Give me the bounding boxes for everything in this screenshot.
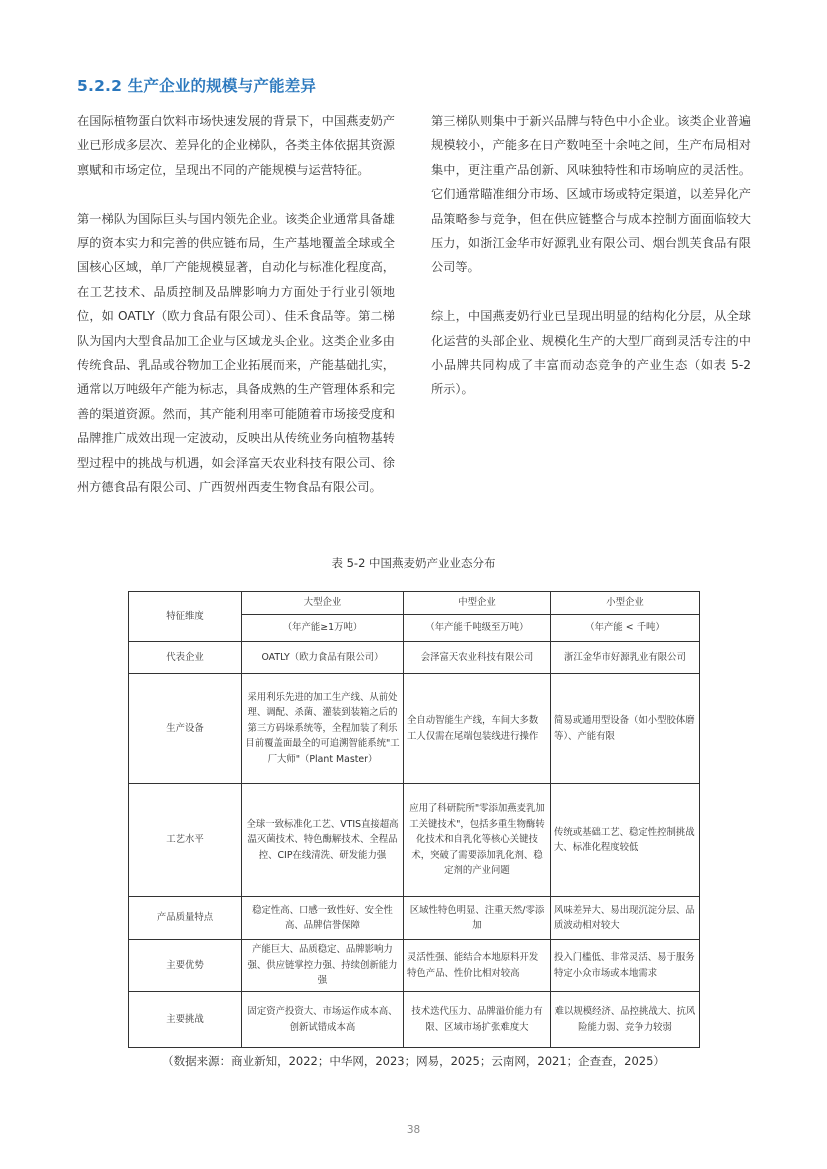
data-source-note: （数据来源：商业新知，2022；中华网，2023；网易，2025；云南网，2021；企查查，2025） <box>162 1054 665 1068</box>
cell-large: OATLY（欧力食品有限公司） <box>242 642 404 674</box>
cell-large: 稳定性高、口感一致性好、安全性高、品牌信誉保障 <box>242 897 404 940</box>
header-medium-capacity: （年产能千吨级至万吨） <box>404 615 551 642</box>
cell-medium: 灵活性强、能结合本地原料开发特色产品、性价比相对较高 <box>404 940 551 992</box>
paragraph: 第一梯队为国际巨头与国内领先企业。该类企业通常具备雄厚的资本实力和完善的供应链布局，生产基地覆盖全球或全国核心区域，单厂产能规模显著，自动化与标准化程度高，在工艺技术、品质控制及品牌影响力方面处于行业引领地位，如 OATLY（欧力食品有限公司）、佳禾食品等。第二梯队为国内大型食品加工企业与区域龙头企业。这类企业多由传统食品、乳品或谷物加工企业拓展而来，产能基础扎实，通常以万吨级年产能为标志，具备成熟的生产管理体系和完善的渠道资源。然而，其产能利用率可能随着市场接受度和品牌推广成效出现一定波动，反映出从传统业务向植物基转型过程中的挑战与机遇，如会泽富天农业科技有限公司、徐州方德食品有限公司、广西贺州西麦生物食品有限公司。 <box>77 211 395 495</box>
row-dimension: 生产设备 <box>129 674 242 784</box>
header-dimension: 特征维度 <box>129 592 242 642</box>
header-small: 小型企业 <box>551 592 700 615</box>
cell-medium: 应用了科研院所"零添加燕麦乳加工关键技术"，包括多重生物酶转化技术和自乳化等核心关键技术，突破了需要添加乳化剂、稳定剂的产业问题 <box>404 784 551 897</box>
cell-medium: 全自动智能生产线，车间大多数工人仅需在尾端包装线进行操作 <box>404 674 551 784</box>
cell-small: 投入门槛低、非常灵活、易于服务特定小众市场或本地需求 <box>551 940 700 992</box>
left-column <box>77 109 395 499</box>
row-dimension: 主要优势 <box>129 940 242 992</box>
table-caption: 表 5-2 中国燕麦奶产业业态分布 <box>331 556 496 570</box>
paragraph: 在国际植物蛋白饮料市场快速发展的背景下，中国燕麦奶产业已形成多层次、差异化的企业梯队，各类主体依据其资源禀赋和市场定位，呈现出不同的产能规模与运营特征。 <box>77 114 395 177</box>
cell-medium: 会泽富天农业科技有限公司 <box>404 642 551 674</box>
cell-large: 产能巨大、品质稳定、品牌影响力强、供应链掌控力强、持续创新能力强 <box>242 940 404 992</box>
header-medium: 中型企业 <box>404 592 551 615</box>
paragraph: 综上，中国燕麦奶行业已呈现出明显的结构化分层，从全球化运营的头部企业、规模化生产的大型厂商到灵活专注的中小品牌共同构成了丰富而动态竞争的产业生态（如表 5-2 所示）。 <box>431 309 751 397</box>
table-row <box>129 784 700 897</box>
row-dimension: 工艺水平 <box>129 784 242 897</box>
section-heading: 5.2.2 生产企业的规模与产能差异 <box>77 77 317 95</box>
cell-small: 难以规模经济、品控挑战大、抗风险能力弱、竞争力较弱 <box>551 992 700 1048</box>
paragraph: 第三梯队则集中于新兴品牌与特色中小企业。该类企业普遍规模较小，产能多在日产数吨至十余吨之间，生产布局相对集中，更注重产品创新、风味独特性和市场响应的灵活性。它们通常瞄准细分市场、区域市场或特定渠道，以差异化产品策略参与竞争，但在供应链整合与成本控制方面面临较大压力，如浙江金华市好源乳业有限公司、烟台凯芙食品有限公司等。 <box>431 114 751 275</box>
cell-medium: 技术迭代压力、品牌溢价能力有限、区域市场扩张难度大 <box>404 992 551 1048</box>
table-row <box>129 940 700 992</box>
header-large-capacity: （年产能≥1万吨） <box>242 615 404 642</box>
right-column <box>431 109 751 402</box>
cell-large: 全球一致标准化工艺、VTIS直接超高温灭菌技术、特色酶解技术、全程品控、CIP在线清洗、研发能力强 <box>242 784 404 897</box>
cell-large: 固定资产投资大、市场运作成本高、创新试错成本高 <box>242 992 404 1048</box>
table-row <box>129 897 700 940</box>
header-small-capacity: （年产能 < 千吨） <box>551 615 700 642</box>
industry-format-table <box>128 591 700 1048</box>
table-header-row <box>129 592 700 615</box>
cell-small: 浙江金华市好源乳业有限公司 <box>551 642 700 674</box>
row-dimension: 主要挑战 <box>129 992 242 1048</box>
table-row <box>129 642 700 674</box>
cell-large: 采用利乐先进的加工生产线、从前处理、调配、杀菌、灌装到装箱之后的第三方码垛系统等，全程加装了利乐目前覆盖面最全的可追溯智能系统"工厂大师"（Plant Master） <box>242 674 404 784</box>
header-large: 大型企业 <box>242 592 404 615</box>
cell-small: 传统或基础工艺、稳定性控制挑战大、标准化程度较低 <box>551 784 700 897</box>
cell-small: 风味差异大、易出现沉淀分层、品质波动相对较大 <box>551 897 700 940</box>
table-row <box>129 674 700 784</box>
cell-medium: 区域性特色明显、注重天然/零添加 <box>404 897 551 940</box>
cell-small: 简易或通用型设备（如小型胶体磨等）、产能有限 <box>551 674 700 784</box>
table-row <box>129 992 700 1048</box>
page-number: 38 <box>406 1124 421 1136</box>
row-dimension: 产品质量特点 <box>129 897 242 940</box>
row-dimension: 代表企业 <box>129 642 242 674</box>
